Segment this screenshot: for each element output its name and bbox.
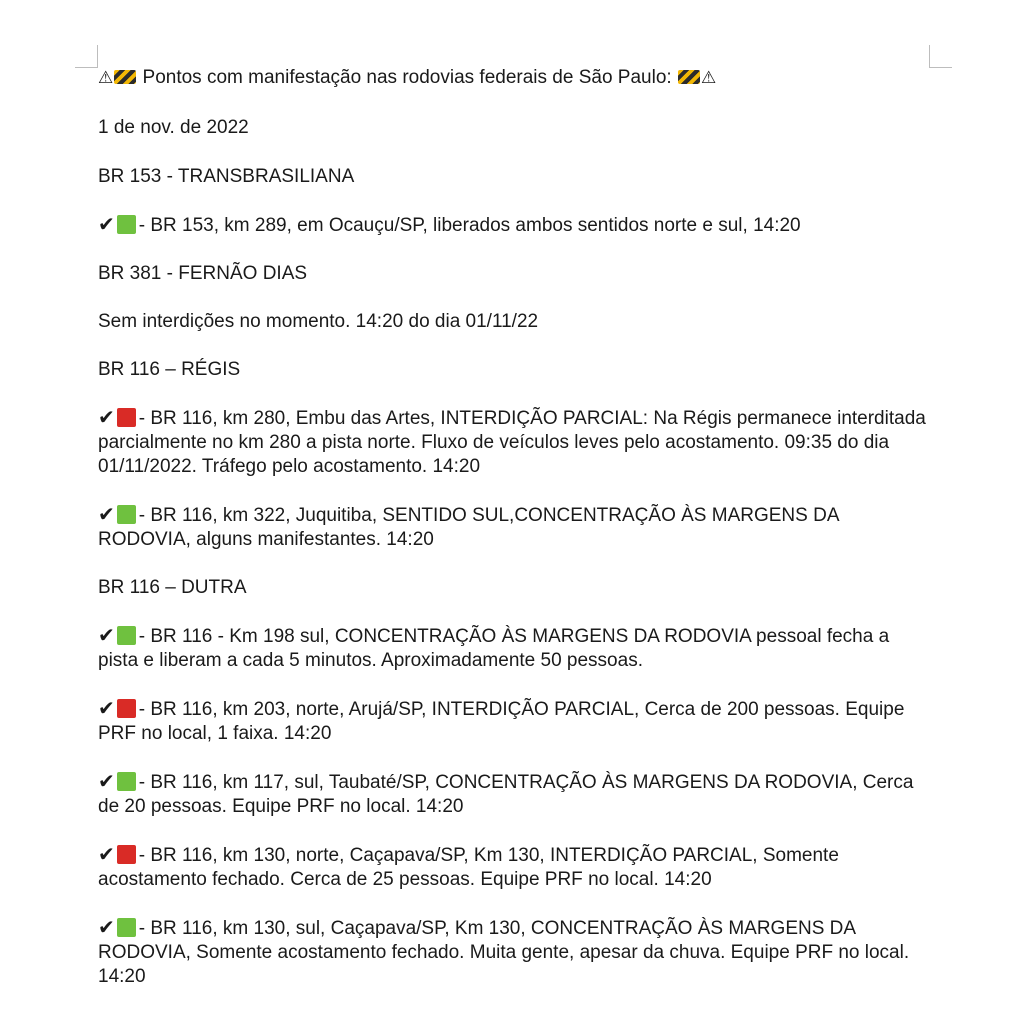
- check-icon: ✔: [98, 504, 115, 526]
- list-item: [98, 916, 928, 989]
- check-icon: ✔: [98, 407, 115, 429]
- list-item: [98, 624, 928, 673]
- check-icon: ✔: [98, 214, 115, 236]
- check-icon: ✔: [98, 625, 115, 647]
- red-square-icon: [117, 699, 136, 718]
- item-text: - BR 116 - Km 198 sul, CONCENTRAÇÃO ÀS MARGENS DA RODOVIA pessoal fecha a pista e liberam a cada 5 minutos. Aproximadamente 50 pessoas.: [98, 626, 890, 671]
- list-item: [98, 406, 928, 479]
- item-text: - BR 116, km 130, sul, Caçapava/SP, Km 130, CONCENTRAÇÃO ÀS MARGENS DA RODOVIA, Somente acostamento fechado. Muita gente, apesar da chuva. Equipe PRF no local. 14:20: [98, 918, 910, 987]
- section-heading: BR 381 - FERNÃO DIAS: [98, 263, 308, 284]
- green-square-icon: [117, 772, 136, 791]
- item-text: - BR 116, km 322, Juquitiba, SENTIDO SUL,CONCENTRAÇÃO ÀS MARGENS DA RODOVIA, alguns manifestantes. 14:20: [98, 505, 839, 550]
- green-square-icon: [117, 626, 136, 645]
- section-heading: BR 116 – RÉGIS: [98, 359, 241, 380]
- green-square-icon: [117, 918, 136, 937]
- list-item: [98, 697, 928, 746]
- green-square-icon: [117, 505, 136, 524]
- red-square-icon: [117, 845, 136, 864]
- section-heading: BR 153 - TRANSBRASILIANA: [98, 166, 355, 187]
- check-icon: ✔: [98, 844, 115, 866]
- check-icon: ✔: [98, 771, 115, 793]
- check-icon: ✔: [98, 917, 115, 939]
- section-note: Sem interdições no momento. 14:20 do dia 01/11/22: [98, 311, 539, 332]
- page-corner-top-left: [75, 45, 98, 68]
- section-heading: BR 116 – DUTRA: [98, 577, 247, 598]
- list-item: [98, 843, 928, 892]
- list-item: [98, 213, 928, 238]
- warning-icon: ⚠: [700, 68, 717, 87]
- item-text: - BR 153, km 289, em Ocauçu/SP, liberados ambos sentidos norte e sul, 14:20: [138, 215, 801, 236]
- construction-barrier-icon: [678, 70, 700, 84]
- document-body: [98, 66, 928, 1013]
- list-item: [98, 770, 928, 819]
- check-icon: ✔: [98, 698, 115, 720]
- green-square-icon: [117, 215, 136, 234]
- item-text: - BR 116, km 203, norte, Arujá/SP, INTERDIÇÃO PARCIAL, Cerca de 200 pessoas. Equipe PRF no local, 1 faixa. 14:20: [98, 699, 905, 744]
- item-text: - BR 116, km 117, sul, Taubaté/SP, CONCENTRAÇÃO ÀS MARGENS DA RODOVIA, Cerca de 20 pessoas. Equipe PRF no local. 14:20: [98, 772, 914, 817]
- page-corner-top-right: [929, 45, 952, 68]
- list-item: [98, 503, 928, 552]
- document-title: [98, 66, 928, 90]
- title-text: Pontos com manifestação nas rodovias federais de São Paulo:: [142, 67, 672, 88]
- item-text: - BR 116, km 130, norte, Caçapava/SP, Km 130, INTERDIÇÃO PARCIAL, Somente acostamento fechado. Cerca de 25 pessoas. Equipe PRF no local. 14:20: [98, 845, 839, 890]
- document-date: 1 de nov. de 2022: [98, 117, 249, 138]
- red-square-icon: [117, 408, 136, 427]
- item-text: - BR 116, km 280, Embu das Artes, INTERDIÇÃO PARCIAL: Na Régis permanece interditada parcialmente no km 280 a pista norte. Fluxo de veículos leves pelo acostamento. 09:35 do dia 01/11/2022. Tráfego pelo acostamento. 14:20: [98, 408, 926, 477]
- construction-barrier-icon: [114, 70, 136, 84]
- warning-icon: ⚠: [98, 68, 114, 87]
